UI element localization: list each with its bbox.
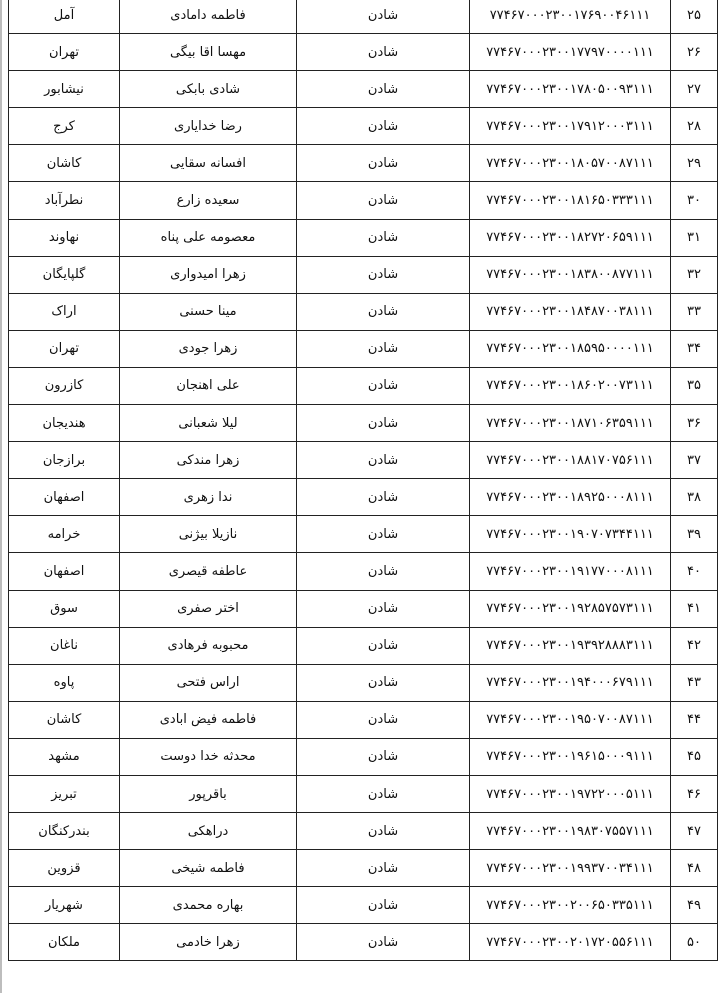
status-cell: شادن (297, 775, 470, 812)
row-number-cell: ۵۰ (671, 924, 718, 961)
status-cell: شادن (297, 182, 470, 219)
row-number-cell: ۳۱ (671, 219, 718, 256)
city-cell: اصفهان (9, 553, 120, 590)
person-name-cell: نازیلا بیژنی (120, 516, 297, 553)
person-name-cell: زهرا امیدواری (120, 256, 297, 293)
city-cell: کاشان (9, 701, 120, 738)
person-name-cell: زهرا خادمی (120, 924, 297, 961)
person-name-cell: فاطمه دامادی (120, 0, 297, 34)
person-name-cell: دراهکی (120, 813, 297, 850)
person-name-cell: اختر صفری (120, 590, 297, 627)
tracking-code-cell: ۷۷۴۶۷۰۰۰۲۳۰۰۱۹۵۰۷۰۰۸۷۱۱۱ (470, 701, 671, 738)
status-cell: شادن (297, 813, 470, 850)
table-row (9, 0, 718, 34)
table-row (9, 516, 718, 553)
status-cell: شادن (297, 145, 470, 182)
city-cell: آمل (9, 0, 120, 34)
city-cell: مشهد (9, 738, 120, 775)
city-cell: کرج (9, 108, 120, 145)
row-number-cell: ۳۶ (671, 405, 718, 442)
row-number-cell: ۴۹ (671, 887, 718, 924)
person-name-cell: رضا خدایاری (120, 108, 297, 145)
row-number-cell: ۲۷ (671, 71, 718, 108)
table-row (9, 330, 718, 367)
tracking-code-cell: ۷۷۴۶۷۰۰۰۲۳۰۰۱۸۲۷۲۰۶۵۹۱۱۱ (470, 219, 671, 256)
status-cell: شادن (297, 887, 470, 924)
table-row (9, 182, 718, 219)
person-name-cell: ندا زهری (120, 479, 297, 516)
tracking-code-cell: ۷۷۴۶۷۰۰۰۲۳۰۰۱۸۷۱۰۶۳۵۹۱۱۱ (470, 405, 671, 442)
tracking-code-cell: ۷۷۴۶۷۰۰۰۲۳۰۰۱۹۷۲۲۰۰۰۵۱۱۱ (470, 775, 671, 812)
city-cell: سوق (9, 590, 120, 627)
person-name-cell: مهسا اقا بیگی (120, 34, 297, 71)
table-row (9, 775, 718, 812)
person-name-cell: افسانه سقایی (120, 145, 297, 182)
table-row (9, 145, 718, 182)
status-cell: شادن (297, 479, 470, 516)
row-number-cell: ۴۷ (671, 813, 718, 850)
person-name-cell: مینا حسنی (120, 293, 297, 330)
person-name-cell: شادی بابکی (120, 71, 297, 108)
city-cell: اراک (9, 293, 120, 330)
table-row (9, 293, 718, 330)
tracking-code-cell: ۷۷۴۶۷۰۰۰۲۳۰۰۱۹۶۱۵۰۰۰۹۱۱۱ (470, 738, 671, 775)
table-row (9, 479, 718, 516)
tracking-code-cell: ۷۷۴۶۷۰۰۰۲۳۰۰۱۸۰۵۷۰۰۸۷۱۱۱ (470, 145, 671, 182)
status-cell: شادن (297, 330, 470, 367)
row-number-cell: ۴۸ (671, 850, 718, 887)
city-cell: ناغان (9, 627, 120, 664)
person-name-cell: لیلا شعبانی (120, 405, 297, 442)
person-name-cell: محبوبه فرهادی (120, 627, 297, 664)
person-name-cell: باقرپور (120, 775, 297, 812)
person-name-cell: زهرا جودی (120, 330, 297, 367)
tracking-code-cell: ۷۷۴۶۷۰۰۰۲۳۰۰۲۰۰۶۵۰۳۳۵۱۱۱ (470, 887, 671, 924)
row-number-cell: ۲۵ (671, 0, 718, 34)
status-cell: شادن (297, 701, 470, 738)
city-cell: شهریار (9, 887, 120, 924)
status-cell: شادن (297, 516, 470, 553)
row-number-cell: ۴۱ (671, 590, 718, 627)
person-name-cell: سعیده زارع (120, 182, 297, 219)
row-number-cell: ۳۳ (671, 293, 718, 330)
row-number-cell: ۳۲ (671, 256, 718, 293)
table-row (9, 664, 718, 701)
status-cell: شادن (297, 553, 470, 590)
row-number-cell: ۴۶ (671, 775, 718, 812)
tracking-code-cell: ۷۷۴۶۷۰۰۰۲۳۰۰۱۷۸۰۵۰۰۹۳۱۱۱ (470, 71, 671, 108)
status-cell: شادن (297, 442, 470, 479)
tracking-code-cell: ۷۷۴۶۷۰۰۰۲۳۰۰۱۹۲۸۵۷۵۷۳۱۱۱ (470, 590, 671, 627)
status-cell: شادن (297, 664, 470, 701)
table-row (9, 108, 718, 145)
person-name-cell: علی اهنجان (120, 367, 297, 404)
row-number-cell: ۳۵ (671, 367, 718, 404)
tracking-code-cell: ۷۷۴۶۷۰۰۰۲۳۰۰۱۸۸۱۷۰۷۵۶۱۱۱ (470, 442, 671, 479)
tracking-code-cell: ۷۷۴۶۷۰۰۰۲۳۰۰۱۸۳۸۰۰۸۷۷۱۱۱ (470, 256, 671, 293)
tracking-code-cell: ۷۷۴۶۷۰۰۰۲۳۰۰۱۹۹۳۷۰۰۳۴۱۱۱ (470, 850, 671, 887)
row-number-cell: ۴۰ (671, 553, 718, 590)
table-row (9, 34, 718, 71)
status-cell: شادن (297, 367, 470, 404)
row-number-cell: ۳۸ (671, 479, 718, 516)
city-cell: کاشان (9, 145, 120, 182)
participants-table (8, 0, 718, 961)
table-row (9, 627, 718, 664)
city-cell: کازرون (9, 367, 120, 404)
status-cell: شادن (297, 590, 470, 627)
table-row (9, 219, 718, 256)
tracking-code-cell: ۷۷۴۶۷۰۰۰۲۳۰۰۱۹۸۳۰۷۵۵۷۱۱۱ (470, 813, 671, 850)
participants-table-body (9, 0, 718, 961)
tracking-code-cell: ۷۷۴۶۷۰۰۰۲۳۰۰۱۸۴۸۷۰۰۳۸۱۱۱ (470, 293, 671, 330)
tracking-code-cell: ۷۷۴۶۷۰۰۰۲۳۰۰۱۷۶۹۰۰۴۶۱۱۱ (470, 0, 671, 34)
status-cell: شادن (297, 108, 470, 145)
status-cell: شادن (297, 219, 470, 256)
city-cell: نیشابور (9, 71, 120, 108)
row-number-cell: ۲۶ (671, 34, 718, 71)
status-cell: شادن (297, 405, 470, 442)
table-row (9, 553, 718, 590)
city-cell: بندرکنگان (9, 813, 120, 850)
tracking-code-cell: ۷۷۴۶۷۰۰۰۲۳۰۰۱۹۰۷۰۷۳۴۴۱۱۱ (470, 516, 671, 553)
page-edge-line (0, 0, 2, 993)
tracking-code-cell: ۷۷۴۶۷۰۰۰۲۳۰۰۲۰۱۷۲۰۵۵۶۱۱۱ (470, 924, 671, 961)
city-cell: نطرآباد (9, 182, 120, 219)
table-row (9, 887, 718, 924)
table-row (9, 367, 718, 404)
table-row (9, 71, 718, 108)
table-row (9, 256, 718, 293)
person-name-cell: فاطمه فیض ابادی (120, 701, 297, 738)
city-cell: ملکان (9, 924, 120, 961)
person-name-cell: اراس فتحی (120, 664, 297, 701)
row-number-cell: ۴۲ (671, 627, 718, 664)
row-number-cell: ۲۸ (671, 108, 718, 145)
city-cell: تبریز (9, 775, 120, 812)
tracking-code-cell: ۷۷۴۶۷۰۰۰۲۳۰۰۱۹۴۰۰۰۶۷۹۱۱۱ (470, 664, 671, 701)
row-number-cell: ۳۷ (671, 442, 718, 479)
table-row (9, 813, 718, 850)
tracking-code-cell: ۷۷۴۶۷۰۰۰۲۳۰۰۱۷۹۱۲۰۰۰۳۱۱۱ (470, 108, 671, 145)
status-cell: شادن (297, 34, 470, 71)
city-cell: برازجان (9, 442, 120, 479)
table-row (9, 738, 718, 775)
city-cell: پاوه (9, 664, 120, 701)
status-cell: شادن (297, 256, 470, 293)
row-number-cell: ۴۵ (671, 738, 718, 775)
table-row (9, 701, 718, 738)
status-cell: شادن (297, 293, 470, 330)
city-cell: قزوین (9, 850, 120, 887)
table-row (9, 590, 718, 627)
city-cell: تهران (9, 330, 120, 367)
tracking-code-cell: ۷۷۴۶۷۰۰۰۲۳۰۰۱۸۵۹۵۰۰۰۰۱۱۱ (470, 330, 671, 367)
person-name-cell: معصومه علی پناه (120, 219, 297, 256)
city-cell: تهران (9, 34, 120, 71)
person-name-cell: محدثه خدا دوست (120, 738, 297, 775)
table-row (9, 442, 718, 479)
tracking-code-cell: ۷۷۴۶۷۰۰۰۲۳۰۰۱۷۷۹۷۰۰۰۰۱۱۱ (470, 34, 671, 71)
row-number-cell: ۳۹ (671, 516, 718, 553)
status-cell: شادن (297, 850, 470, 887)
status-cell: شادن (297, 71, 470, 108)
tracking-code-cell: ۷۷۴۶۷۰۰۰۲۳۰۰۱۹۱۷۷۰۰۰۸۱۱۱ (470, 553, 671, 590)
city-cell: نهاوند (9, 219, 120, 256)
tracking-code-cell: ۷۷۴۶۷۰۰۰۲۳۰۰۱۸۹۲۵۰۰۰۸۱۱۱ (470, 479, 671, 516)
city-cell: خرامه (9, 516, 120, 553)
tracking-code-cell: ۷۷۴۶۷۰۰۰۲۳۰۰۱۸۶۰۲۰۰۷۳۱۱۱ (470, 367, 671, 404)
person-name-cell: عاطفه قیصری (120, 553, 297, 590)
status-cell: شادن (297, 738, 470, 775)
table-row (9, 850, 718, 887)
table-row (9, 405, 718, 442)
city-cell: اصفهان (9, 479, 120, 516)
row-number-cell: ۳۰ (671, 182, 718, 219)
city-cell: گلپایگان (9, 256, 120, 293)
tracking-code-cell: ۷۷۴۶۷۰۰۰۲۳۰۰۱۹۳۹۲۸۸۸۳۱۱۱ (470, 627, 671, 664)
row-number-cell: ۲۹ (671, 145, 718, 182)
status-cell: شادن (297, 0, 470, 34)
person-name-cell: زهرا مندکی (120, 442, 297, 479)
row-number-cell: ۴۴ (671, 701, 718, 738)
table-row (9, 924, 718, 961)
person-name-cell: بهاره محمدی (120, 887, 297, 924)
city-cell: هندیجان (9, 405, 120, 442)
row-number-cell: ۳۴ (671, 330, 718, 367)
row-number-cell: ۴۳ (671, 664, 718, 701)
status-cell: شادن (297, 627, 470, 664)
status-cell: شادن (297, 924, 470, 961)
person-name-cell: فاطمه شیخی (120, 850, 297, 887)
tracking-code-cell: ۷۷۴۶۷۰۰۰۲۳۰۰۱۸۱۶۵۰۳۳۳۱۱۱ (470, 182, 671, 219)
